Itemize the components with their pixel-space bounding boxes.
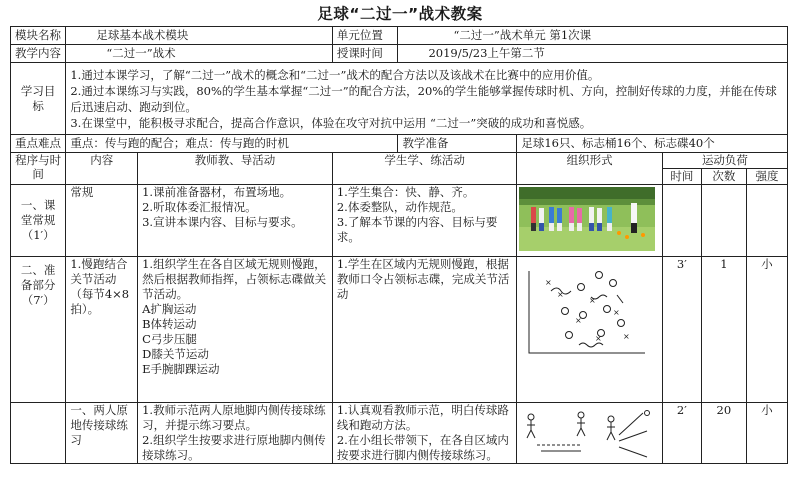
content-value: “二过一”战术 <box>66 45 333 63</box>
col-student: 学生学、练活动 <box>332 153 517 185</box>
org-photo-cell <box>517 185 663 257</box>
info-row-goals <box>11 63 788 135</box>
org-diagram-cell <box>517 257 663 403</box>
row-load-intensity: 小 <box>746 257 787 403</box>
col-org: 组织形式 <box>517 153 663 185</box>
col-load-time: 时间 <box>662 169 701 185</box>
col-content: 内容 <box>66 153 138 185</box>
student-step: 1.学生在区域内无规则慢跑，根据教师口令占领标志碟，完成关节活动 <box>336 257 510 301</box>
prep-label: 教学准备 <box>398 135 517 153</box>
row-procedure: 一、课堂常规（1′） <box>11 185 66 257</box>
keypoint-value: 重点：传与跑的配合；难点：传与跑的时机 <box>66 135 398 153</box>
plan-row <box>11 403 788 464</box>
col-load-count: 次数 <box>701 169 746 185</box>
row-load-time: 3′ <box>662 257 701 403</box>
passing-diagram <box>519 405 655 461</box>
teacher-step: 1.教师示范两人原地脚内侧传接球练习，并提示练习要点。 <box>142 403 326 432</box>
col-load-intensity: 强度 <box>746 169 787 185</box>
student-step: 1.学生集合：快、静、齐。 <box>336 185 475 199</box>
plan-row <box>11 185 788 257</box>
teacher-step: 3.宣讲本课内容、目标与要求。 <box>142 215 303 229</box>
row-load-time <box>662 185 701 257</box>
goal-item: 2.通过本课练习与实践，80%的学生基本掌握“二过一”的配合方法，20%的学生能够掌握传球时机、方向，控制好传球的力度，并能在传球后迅速启动、跑动到位。 <box>70 83 777 114</box>
content-label: 教学内容 <box>11 45 66 63</box>
teacher-step: 2.组织学生按要求进行原地脚内侧传接球练习。 <box>142 433 326 462</box>
module-label: 模块名称 <box>11 27 66 45</box>
goals-list <box>66 63 788 135</box>
row-load-intensity: 小 <box>746 403 787 464</box>
teacher-step: D膝关节运动 <box>142 347 209 361</box>
row-content: 一、两人原地传接球练习 <box>66 403 138 464</box>
prep-value: 足球16只、标志桶16个、标志碟40个 <box>517 135 788 153</box>
row-student <box>332 185 517 257</box>
student-step: 2.体委整队，动作规范。 <box>336 200 463 214</box>
info-row-content <box>11 45 788 63</box>
row-procedure <box>11 403 66 464</box>
goal-item: 3.在课堂中，能积极寻求配合，提高合作意识，体验在攻守对抗中运用 “二过一”突破的成功和喜悦感。 <box>70 115 592 130</box>
row-teacher <box>138 257 333 403</box>
info-row-module <box>11 27 788 45</box>
row-teacher <box>138 403 333 464</box>
row-load-time: 2′ <box>662 403 701 464</box>
svg-text:×: × <box>545 278 553 287</box>
unit-value: “二过一”战术单元 第1次课 <box>398 27 788 45</box>
info-row-keypoints <box>11 135 788 153</box>
time-value: 2019/5/23上午第二节 <box>398 45 788 63</box>
col-teacher: 教师教、导活动 <box>138 153 333 185</box>
time-label: 授课时间 <box>332 45 398 63</box>
svg-text:×: × <box>589 296 597 305</box>
lesson-plan-table <box>10 26 788 464</box>
teacher-step: E手腕脚踝运动 <box>142 362 220 376</box>
goal-item: 1.通过本课学习，了解“二过一”战术的概念和“二过一”战术的配合方法以及该战术在比赛中的应用价值。 <box>70 67 600 82</box>
row-content: 常规 <box>66 185 138 257</box>
keypoint-label: 重点难点 <box>11 135 66 153</box>
unit-label: 单元位置 <box>332 27 398 45</box>
jogging-diagram <box>521 261 653 361</box>
row-procedure: 二、准备部分（7′） <box>11 257 66 403</box>
teacher-step: A扩胸运动 <box>142 302 197 316</box>
page-title: 足球“二过一”战术教案 <box>317 5 483 23</box>
svg-text:×: × <box>595 334 603 343</box>
svg-text:×: × <box>623 332 631 341</box>
row-content: 1.慢跑结合关节活动（每节4×8拍）。 <box>66 257 138 403</box>
students-field-photo <box>519 187 655 251</box>
teacher-step: 1.组织学生在各自区域无规则慢跑，然后根据教师指挥，占领标志碟做关节活动。 <box>142 257 327 301</box>
teacher-step: C弓步压腿 <box>142 332 197 346</box>
student-step: 3.了解本节课的内容、目标与要求。 <box>336 215 498 244</box>
org-diagram-cell <box>517 403 663 464</box>
row-teacher <box>138 185 333 257</box>
row-load-count: 20 <box>701 403 746 464</box>
row-load-intensity <box>746 185 787 257</box>
teacher-step: 2.听取体委汇报情况。 <box>142 200 257 214</box>
goals-label: 学习目标 <box>11 63 66 135</box>
row-load-count <box>701 185 746 257</box>
svg-text:×: × <box>557 290 565 299</box>
svg-text:×: × <box>613 308 621 317</box>
row-load-count: 1 <box>701 257 746 403</box>
student-step: 1.认真观看教师示范，明白传球路线和跑动方法。 <box>336 403 509 432</box>
teacher-step: 1.课前准备器材，布置场地。 <box>142 185 292 199</box>
col-procedure: 程序与时间 <box>11 153 66 185</box>
student-step: 2.在小组长带领下，在各自区域内按要求进行脚内侧传接球练习。 <box>336 433 509 462</box>
svg-text:×: × <box>575 316 583 325</box>
row-student <box>332 257 517 403</box>
col-load: 运动负荷 <box>662 153 787 169</box>
teacher-step: B体转运动 <box>142 317 197 331</box>
module-value: 足球基本战术模块 <box>66 27 333 45</box>
row-student <box>332 403 517 464</box>
plan-row <box>11 257 788 403</box>
column-header-row <box>11 153 788 169</box>
